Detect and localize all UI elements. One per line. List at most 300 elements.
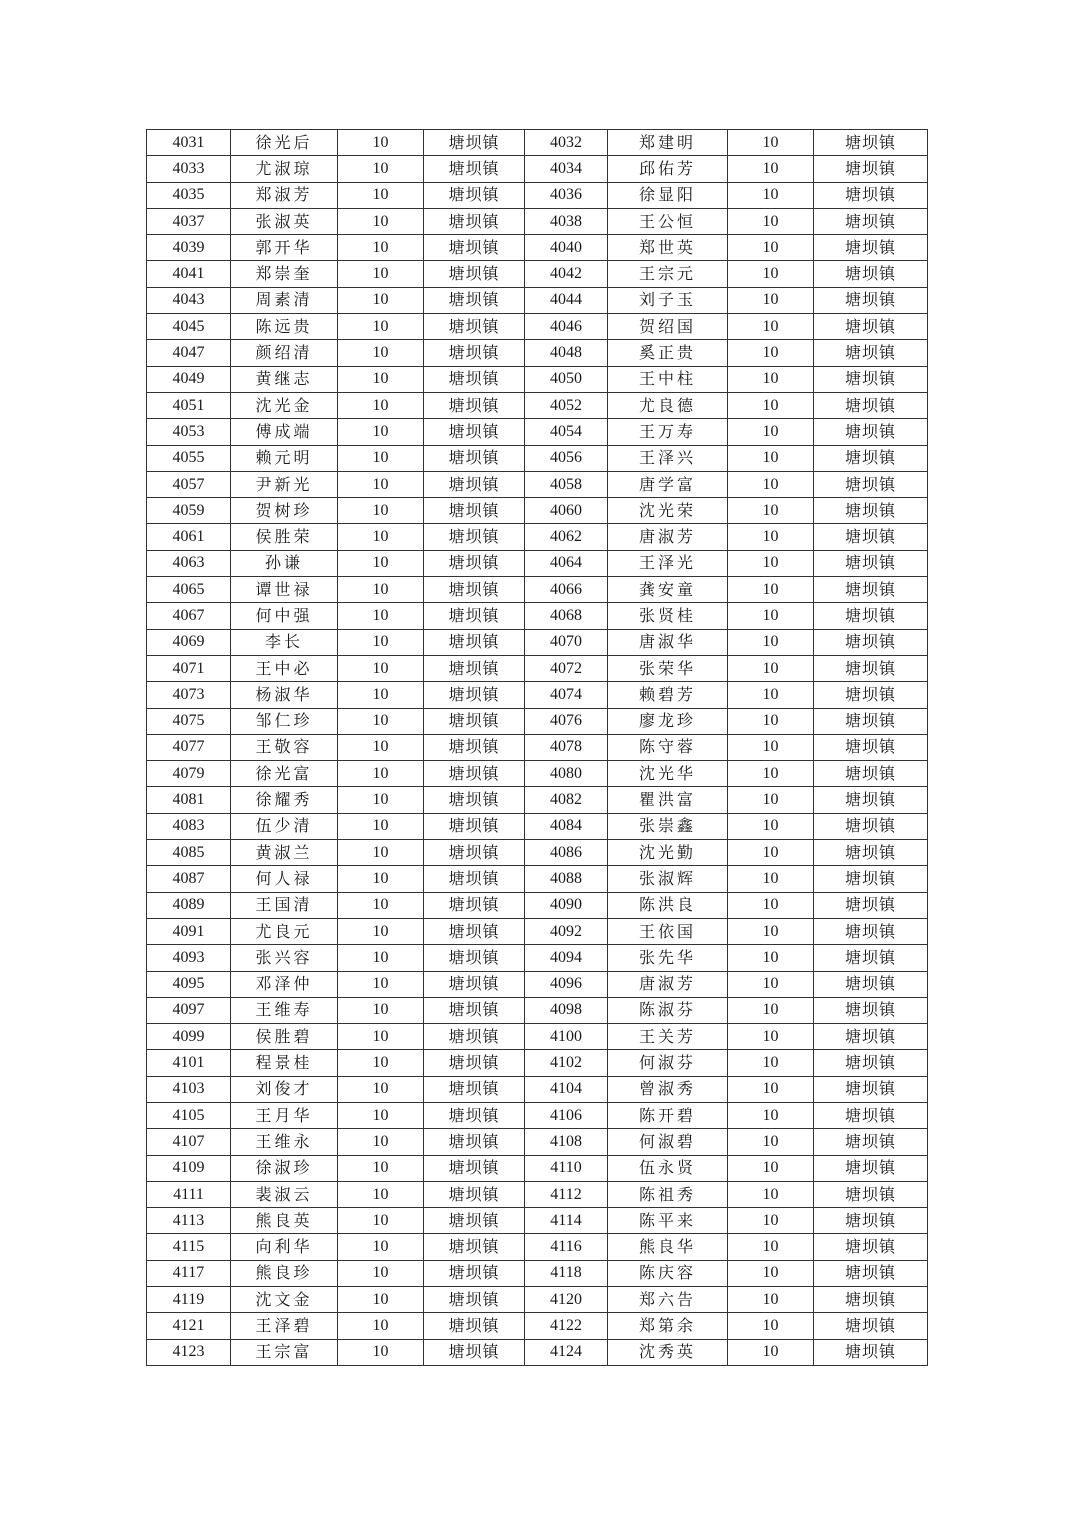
record-id-cell: 4036 bbox=[525, 182, 608, 208]
record-id-cell: 4082 bbox=[525, 787, 608, 813]
table-row bbox=[147, 1155, 928, 1181]
town-cell: 塘坝镇 bbox=[424, 208, 525, 234]
amount-cell: 10 bbox=[338, 866, 424, 892]
town-cell: 塘坝镇 bbox=[424, 655, 525, 681]
record-id-cell: 4033 bbox=[147, 156, 231, 182]
amount-cell: 10 bbox=[338, 603, 424, 629]
amount-cell: 10 bbox=[338, 445, 424, 471]
town-cell: 塘坝镇 bbox=[814, 182, 928, 208]
town-cell: 塘坝镇 bbox=[424, 235, 525, 261]
town-cell: 塘坝镇 bbox=[424, 734, 525, 760]
amount-cell: 10 bbox=[338, 892, 424, 918]
person-name-cell: 杨淑华 bbox=[231, 682, 338, 708]
record-id-cell: 4042 bbox=[525, 261, 608, 287]
town-cell: 塘坝镇 bbox=[814, 734, 928, 760]
amount-cell: 10 bbox=[338, 392, 424, 418]
town-cell: 塘坝镇 bbox=[424, 840, 525, 866]
record-id-cell: 4061 bbox=[147, 524, 231, 550]
town-cell: 塘坝镇 bbox=[424, 366, 525, 392]
person-name-cell: 王依国 bbox=[608, 918, 728, 944]
amount-cell: 10 bbox=[728, 1339, 814, 1365]
person-name-cell: 王维寿 bbox=[231, 997, 338, 1023]
person-name-cell: 张先华 bbox=[608, 945, 728, 971]
person-name-cell: 周素清 bbox=[231, 287, 338, 313]
person-name-cell: 陈平来 bbox=[608, 1208, 728, 1234]
record-id-cell: 4090 bbox=[525, 892, 608, 918]
amount-cell: 10 bbox=[338, 235, 424, 261]
record-id-cell: 4100 bbox=[525, 1024, 608, 1050]
amount-cell: 10 bbox=[728, 156, 814, 182]
town-cell: 塘坝镇 bbox=[424, 603, 525, 629]
town-cell: 塘坝镇 bbox=[424, 629, 525, 655]
amount-cell: 10 bbox=[338, 918, 424, 944]
table-row bbox=[147, 577, 928, 603]
table-row bbox=[147, 182, 928, 208]
amount-cell: 10 bbox=[728, 866, 814, 892]
town-cell: 塘坝镇 bbox=[424, 918, 525, 944]
town-cell: 塘坝镇 bbox=[424, 550, 525, 576]
record-id-cell: 4039 bbox=[147, 235, 231, 261]
table-row bbox=[147, 603, 928, 629]
town-cell: 塘坝镇 bbox=[814, 235, 928, 261]
town-cell: 塘坝镇 bbox=[424, 471, 525, 497]
person-name-cell: 王中必 bbox=[231, 655, 338, 681]
record-id-cell: 4035 bbox=[147, 182, 231, 208]
person-name-cell: 刘俊才 bbox=[231, 1076, 338, 1102]
amount-cell: 10 bbox=[338, 1313, 424, 1339]
record-id-cell: 4052 bbox=[525, 392, 608, 418]
person-name-cell: 徐光富 bbox=[231, 761, 338, 787]
amount-cell: 10 bbox=[728, 419, 814, 445]
record-id-cell: 4078 bbox=[525, 734, 608, 760]
person-name-cell: 邹仁珍 bbox=[231, 708, 338, 734]
town-cell: 塘坝镇 bbox=[814, 866, 928, 892]
person-name-cell: 李长 bbox=[231, 629, 338, 655]
town-cell: 塘坝镇 bbox=[424, 787, 525, 813]
record-id-cell: 4109 bbox=[147, 1155, 231, 1181]
amount-cell: 10 bbox=[338, 130, 424, 156]
amount-cell: 10 bbox=[728, 182, 814, 208]
town-cell: 塘坝镇 bbox=[424, 1287, 525, 1313]
record-id-cell: 4074 bbox=[525, 682, 608, 708]
town-cell: 塘坝镇 bbox=[814, 1076, 928, 1102]
record-id-cell: 4122 bbox=[525, 1313, 608, 1339]
record-id-cell: 4041 bbox=[147, 261, 231, 287]
amount-cell: 10 bbox=[728, 761, 814, 787]
town-cell: 塘坝镇 bbox=[814, 787, 928, 813]
town-cell: 塘坝镇 bbox=[424, 498, 525, 524]
town-cell: 塘坝镇 bbox=[814, 1050, 928, 1076]
record-id-cell: 4110 bbox=[525, 1155, 608, 1181]
record-id-cell: 4103 bbox=[147, 1076, 231, 1102]
person-name-cell: 徐淑珍 bbox=[231, 1155, 338, 1181]
town-cell: 塘坝镇 bbox=[424, 708, 525, 734]
person-name-cell: 侯胜荣 bbox=[231, 524, 338, 550]
record-id-cell: 4085 bbox=[147, 840, 231, 866]
town-cell: 塘坝镇 bbox=[814, 892, 928, 918]
table-row bbox=[147, 892, 928, 918]
amount-cell: 10 bbox=[338, 997, 424, 1023]
person-name-cell: 贺树珍 bbox=[231, 498, 338, 524]
table-row bbox=[147, 498, 928, 524]
roster-table bbox=[146, 129, 928, 1366]
amount-cell: 10 bbox=[728, 1050, 814, 1076]
record-id-cell: 4098 bbox=[525, 997, 608, 1023]
person-name-cell: 郑淑芳 bbox=[231, 182, 338, 208]
record-id-cell: 4076 bbox=[525, 708, 608, 734]
person-name-cell: 陈淑芬 bbox=[608, 997, 728, 1023]
town-cell: 塘坝镇 bbox=[814, 392, 928, 418]
table-row bbox=[147, 1260, 928, 1286]
person-name-cell: 邓泽仲 bbox=[231, 971, 338, 997]
person-name-cell: 颜绍清 bbox=[231, 340, 338, 366]
amount-cell: 10 bbox=[728, 1155, 814, 1181]
amount-cell: 10 bbox=[338, 577, 424, 603]
table-row bbox=[147, 787, 928, 813]
table-row bbox=[147, 918, 928, 944]
person-name-cell: 郑崇奎 bbox=[231, 261, 338, 287]
town-cell: 塘坝镇 bbox=[814, 577, 928, 603]
record-id-cell: 4056 bbox=[525, 445, 608, 471]
amount-cell: 10 bbox=[728, 366, 814, 392]
person-name-cell: 裴淑云 bbox=[231, 1181, 338, 1207]
roster-body bbox=[147, 130, 928, 1366]
amount-cell: 10 bbox=[728, 1181, 814, 1207]
person-name-cell: 陈洪良 bbox=[608, 892, 728, 918]
town-cell: 塘坝镇 bbox=[814, 813, 928, 839]
amount-cell: 10 bbox=[728, 340, 814, 366]
town-cell: 塘坝镇 bbox=[424, 1208, 525, 1234]
person-name-cell: 尤良元 bbox=[231, 918, 338, 944]
record-id-cell: 4046 bbox=[525, 314, 608, 340]
amount-cell: 10 bbox=[728, 918, 814, 944]
record-id-cell: 4120 bbox=[525, 1287, 608, 1313]
person-name-cell: 王宗富 bbox=[231, 1339, 338, 1365]
amount-cell: 10 bbox=[338, 261, 424, 287]
record-id-cell: 4112 bbox=[525, 1181, 608, 1207]
town-cell: 塘坝镇 bbox=[814, 1129, 928, 1155]
town-cell: 塘坝镇 bbox=[814, 761, 928, 787]
amount-cell: 10 bbox=[338, 1208, 424, 1234]
person-name-cell: 唐淑芳 bbox=[608, 971, 728, 997]
amount-cell: 10 bbox=[728, 577, 814, 603]
record-id-cell: 4117 bbox=[147, 1260, 231, 1286]
town-cell: 塘坝镇 bbox=[814, 261, 928, 287]
record-id-cell: 4066 bbox=[525, 577, 608, 603]
town-cell: 塘坝镇 bbox=[424, 892, 525, 918]
town-cell: 塘坝镇 bbox=[814, 840, 928, 866]
town-cell: 塘坝镇 bbox=[814, 314, 928, 340]
record-id-cell: 4053 bbox=[147, 419, 231, 445]
table-row bbox=[147, 866, 928, 892]
amount-cell: 10 bbox=[728, 445, 814, 471]
table-row bbox=[147, 1287, 928, 1313]
amount-cell: 10 bbox=[728, 314, 814, 340]
table-row bbox=[147, 445, 928, 471]
person-name-cell: 何淑碧 bbox=[608, 1129, 728, 1155]
amount-cell: 10 bbox=[728, 787, 814, 813]
amount-cell: 10 bbox=[728, 629, 814, 655]
person-name-cell: 伍少清 bbox=[231, 813, 338, 839]
record-id-cell: 4108 bbox=[525, 1129, 608, 1155]
record-id-cell: 4106 bbox=[525, 1102, 608, 1128]
record-id-cell: 4060 bbox=[525, 498, 608, 524]
table-row bbox=[147, 1102, 928, 1128]
record-id-cell: 4062 bbox=[525, 524, 608, 550]
amount-cell: 10 bbox=[728, 1313, 814, 1339]
amount-cell: 10 bbox=[338, 1155, 424, 1181]
table-row bbox=[147, 1208, 928, 1234]
record-id-cell: 4077 bbox=[147, 734, 231, 760]
record-id-cell: 4037 bbox=[147, 208, 231, 234]
amount-cell: 10 bbox=[728, 945, 814, 971]
person-name-cell: 郑建明 bbox=[608, 130, 728, 156]
amount-cell: 10 bbox=[728, 682, 814, 708]
table-row bbox=[147, 1024, 928, 1050]
town-cell: 塘坝镇 bbox=[424, 1313, 525, 1339]
person-name-cell: 黄淑兰 bbox=[231, 840, 338, 866]
town-cell: 塘坝镇 bbox=[814, 550, 928, 576]
record-id-cell: 4114 bbox=[525, 1208, 608, 1234]
amount-cell: 10 bbox=[338, 629, 424, 655]
table-row bbox=[147, 471, 928, 497]
town-cell: 塘坝镇 bbox=[814, 997, 928, 1023]
table-row bbox=[147, 419, 928, 445]
person-name-cell: 熊良珍 bbox=[231, 1260, 338, 1286]
person-name-cell: 唐淑华 bbox=[608, 629, 728, 655]
person-name-cell: 陈远贵 bbox=[231, 314, 338, 340]
person-name-cell: 徐光后 bbox=[231, 130, 338, 156]
table-row bbox=[147, 1339, 928, 1365]
amount-cell: 10 bbox=[338, 287, 424, 313]
amount-cell: 10 bbox=[338, 1234, 424, 1260]
town-cell: 塘坝镇 bbox=[424, 1076, 525, 1102]
amount-cell: 10 bbox=[338, 1076, 424, 1102]
record-id-cell: 4101 bbox=[147, 1050, 231, 1076]
town-cell: 塘坝镇 bbox=[814, 945, 928, 971]
amount-cell: 10 bbox=[728, 1234, 814, 1260]
person-name-cell: 沈光金 bbox=[231, 392, 338, 418]
record-id-cell: 4095 bbox=[147, 971, 231, 997]
person-name-cell: 王泽光 bbox=[608, 550, 728, 576]
amount-cell: 10 bbox=[338, 971, 424, 997]
record-id-cell: 4124 bbox=[525, 1339, 608, 1365]
town-cell: 塘坝镇 bbox=[424, 524, 525, 550]
town-cell: 塘坝镇 bbox=[424, 577, 525, 603]
record-id-cell: 4084 bbox=[525, 813, 608, 839]
town-cell: 塘坝镇 bbox=[814, 419, 928, 445]
town-cell: 塘坝镇 bbox=[814, 655, 928, 681]
person-name-cell: 王泽兴 bbox=[608, 445, 728, 471]
record-id-cell: 4048 bbox=[525, 340, 608, 366]
person-name-cell: 王国清 bbox=[231, 892, 338, 918]
town-cell: 塘坝镇 bbox=[814, 1024, 928, 1050]
town-cell: 塘坝镇 bbox=[424, 1155, 525, 1181]
person-name-cell: 邱佑芳 bbox=[608, 156, 728, 182]
person-name-cell: 刘子玉 bbox=[608, 287, 728, 313]
town-cell: 塘坝镇 bbox=[814, 445, 928, 471]
town-cell: 塘坝镇 bbox=[424, 1339, 525, 1365]
town-cell: 塘坝镇 bbox=[814, 1313, 928, 1339]
record-id-cell: 4063 bbox=[147, 550, 231, 576]
town-cell: 塘坝镇 bbox=[814, 524, 928, 550]
person-name-cell: 唐淑芳 bbox=[608, 524, 728, 550]
town-cell: 塘坝镇 bbox=[424, 997, 525, 1023]
amount-cell: 10 bbox=[728, 287, 814, 313]
table-row bbox=[147, 314, 928, 340]
table-row bbox=[147, 524, 928, 550]
person-name-cell: 王中柱 bbox=[608, 366, 728, 392]
table-row bbox=[147, 261, 928, 287]
town-cell: 塘坝镇 bbox=[814, 1155, 928, 1181]
person-name-cell: 廖龙珍 bbox=[608, 708, 728, 734]
person-name-cell: 赖元明 bbox=[231, 445, 338, 471]
town-cell: 塘坝镇 bbox=[424, 419, 525, 445]
person-name-cell: 徐耀秀 bbox=[231, 787, 338, 813]
person-name-cell: 向利华 bbox=[231, 1234, 338, 1260]
table-row bbox=[147, 1129, 928, 1155]
amount-cell: 10 bbox=[728, 130, 814, 156]
amount-cell: 10 bbox=[728, 892, 814, 918]
person-name-cell: 沈光华 bbox=[608, 761, 728, 787]
town-cell: 塘坝镇 bbox=[814, 1208, 928, 1234]
person-name-cell: 沈秀英 bbox=[608, 1339, 728, 1365]
person-name-cell: 沈文金 bbox=[231, 1287, 338, 1313]
town-cell: 塘坝镇 bbox=[424, 1102, 525, 1128]
town-cell: 塘坝镇 bbox=[424, 682, 525, 708]
town-cell: 塘坝镇 bbox=[424, 1234, 525, 1260]
amount-cell: 10 bbox=[728, 1024, 814, 1050]
town-cell: 塘坝镇 bbox=[814, 629, 928, 655]
table-row bbox=[147, 997, 928, 1023]
town-cell: 塘坝镇 bbox=[424, 945, 525, 971]
record-id-cell: 4092 bbox=[525, 918, 608, 944]
record-id-cell: 4059 bbox=[147, 498, 231, 524]
person-name-cell: 沈光荣 bbox=[608, 498, 728, 524]
record-id-cell: 4034 bbox=[525, 156, 608, 182]
record-id-cell: 4119 bbox=[147, 1287, 231, 1313]
amount-cell: 10 bbox=[338, 655, 424, 681]
record-id-cell: 4083 bbox=[147, 813, 231, 839]
amount-cell: 10 bbox=[338, 156, 424, 182]
town-cell: 塘坝镇 bbox=[814, 471, 928, 497]
amount-cell: 10 bbox=[728, 550, 814, 576]
person-name-cell: 孙谦 bbox=[231, 550, 338, 576]
town-cell: 塘坝镇 bbox=[424, 1024, 525, 1050]
record-id-cell: 4071 bbox=[147, 655, 231, 681]
table-row bbox=[147, 156, 928, 182]
amount-cell: 10 bbox=[728, 971, 814, 997]
record-id-cell: 4031 bbox=[147, 130, 231, 156]
town-cell: 塘坝镇 bbox=[814, 130, 928, 156]
amount-cell: 10 bbox=[338, 1287, 424, 1313]
town-cell: 塘坝镇 bbox=[424, 156, 525, 182]
person-name-cell: 尹新光 bbox=[231, 471, 338, 497]
amount-cell: 10 bbox=[728, 524, 814, 550]
table-row bbox=[147, 340, 928, 366]
amount-cell: 10 bbox=[728, 235, 814, 261]
table-row bbox=[147, 235, 928, 261]
amount-cell: 10 bbox=[338, 1260, 424, 1286]
record-id-cell: 4049 bbox=[147, 366, 231, 392]
town-cell: 塘坝镇 bbox=[814, 708, 928, 734]
record-id-cell: 4107 bbox=[147, 1129, 231, 1155]
person-name-cell: 王泽碧 bbox=[231, 1313, 338, 1339]
record-id-cell: 4079 bbox=[147, 761, 231, 787]
amount-cell: 10 bbox=[338, 182, 424, 208]
person-name-cell: 张淑辉 bbox=[608, 866, 728, 892]
person-name-cell: 曾淑秀 bbox=[608, 1076, 728, 1102]
table-row bbox=[147, 1181, 928, 1207]
person-name-cell: 王宗元 bbox=[608, 261, 728, 287]
amount-cell: 10 bbox=[338, 340, 424, 366]
amount-cell: 10 bbox=[728, 1287, 814, 1313]
town-cell: 塘坝镇 bbox=[814, 287, 928, 313]
person-name-cell: 王万寿 bbox=[608, 419, 728, 445]
person-name-cell: 王月华 bbox=[231, 1102, 338, 1128]
amount-cell: 10 bbox=[338, 1050, 424, 1076]
person-name-cell: 王公恒 bbox=[608, 208, 728, 234]
town-cell: 塘坝镇 bbox=[814, 1287, 928, 1313]
amount-cell: 10 bbox=[338, 419, 424, 445]
table-row bbox=[147, 1313, 928, 1339]
record-id-cell: 4089 bbox=[147, 892, 231, 918]
town-cell: 塘坝镇 bbox=[814, 1260, 928, 1286]
amount-cell: 10 bbox=[728, 471, 814, 497]
amount-cell: 10 bbox=[728, 813, 814, 839]
record-id-cell: 4121 bbox=[147, 1313, 231, 1339]
amount-cell: 10 bbox=[728, 1129, 814, 1155]
person-name-cell: 陈庆容 bbox=[608, 1260, 728, 1286]
record-id-cell: 4038 bbox=[525, 208, 608, 234]
record-id-cell: 4116 bbox=[525, 1234, 608, 1260]
amount-cell: 10 bbox=[728, 498, 814, 524]
record-id-cell: 4057 bbox=[147, 471, 231, 497]
amount-cell: 10 bbox=[728, 708, 814, 734]
record-id-cell: 4047 bbox=[147, 340, 231, 366]
record-id-cell: 4102 bbox=[525, 1050, 608, 1076]
record-id-cell: 4069 bbox=[147, 629, 231, 655]
person-name-cell: 王关芳 bbox=[608, 1024, 728, 1050]
record-id-cell: 4088 bbox=[525, 866, 608, 892]
person-name-cell: 郑六告 bbox=[608, 1287, 728, 1313]
town-cell: 塘坝镇 bbox=[424, 1050, 525, 1076]
amount-cell: 10 bbox=[338, 524, 424, 550]
record-id-cell: 4075 bbox=[147, 708, 231, 734]
table-row bbox=[147, 761, 928, 787]
record-id-cell: 4058 bbox=[525, 471, 608, 497]
person-name-cell: 张崇鑫 bbox=[608, 813, 728, 839]
town-cell: 塘坝镇 bbox=[814, 918, 928, 944]
record-id-cell: 4045 bbox=[147, 314, 231, 340]
table-row bbox=[147, 1076, 928, 1102]
person-name-cell: 赖碧芳 bbox=[608, 682, 728, 708]
table-row bbox=[147, 1050, 928, 1076]
record-id-cell: 4118 bbox=[525, 1260, 608, 1286]
record-id-cell: 4043 bbox=[147, 287, 231, 313]
person-name-cell: 谭世禄 bbox=[231, 577, 338, 603]
town-cell: 塘坝镇 bbox=[814, 1339, 928, 1365]
amount-cell: 10 bbox=[728, 1102, 814, 1128]
person-name-cell: 何中强 bbox=[231, 603, 338, 629]
record-id-cell: 4050 bbox=[525, 366, 608, 392]
amount-cell: 10 bbox=[338, 787, 424, 813]
record-id-cell: 4104 bbox=[525, 1076, 608, 1102]
record-id-cell: 4068 bbox=[525, 603, 608, 629]
table-row bbox=[147, 708, 928, 734]
amount-cell: 10 bbox=[338, 1339, 424, 1365]
record-id-cell: 4054 bbox=[525, 419, 608, 445]
